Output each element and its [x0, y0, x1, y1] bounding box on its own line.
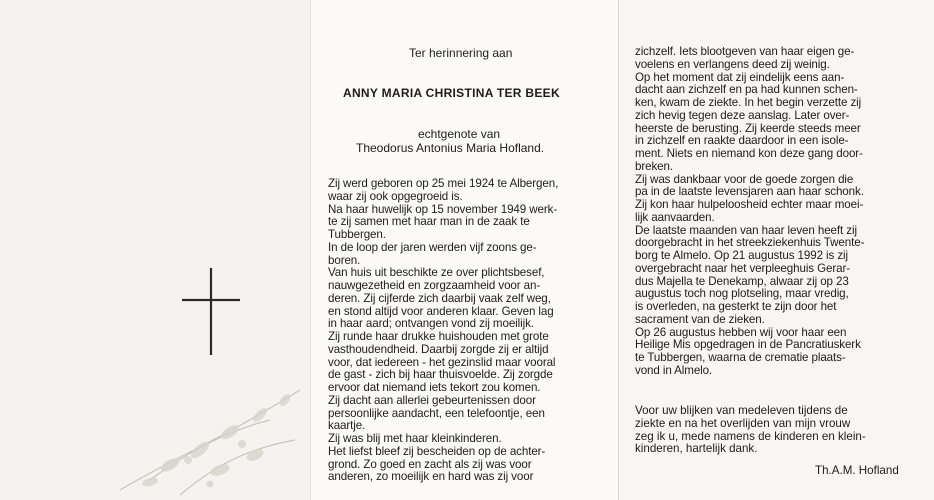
text-line: doorgebracht in het streekziekenhuis Twente- [635, 236, 865, 250]
text-line: Tubbergen. [328, 228, 386, 241]
text-line: Zij werd geboren op 25 mei 1924 te Albergen, [328, 177, 559, 190]
text-line: sacrament van de zieken. [635, 312, 765, 326]
thank-you-note [635, 405, 919, 456]
text-line: vasthoudendheid. Daarbij zorgde zij er altijd [328, 342, 549, 356]
text-line: heerste de berusting. Zij keerde steeds meer [635, 121, 861, 135]
text-line: nauwgezetheid en zorgzaamheid voor an- [328, 279, 541, 292]
text-line: in zichzelf en raakte daardoor in een isole- [635, 134, 849, 148]
text-line: voor, dat iedereen - het gezinslid maar vooral [328, 355, 556, 369]
text-line: In de loop der jaren werden vijf zoons ge- [328, 240, 537, 254]
text-line: Zij was blij met haar kleinkinderen. [328, 432, 502, 445]
text-line: Zij was dankbaar voor de goede zorgen die [635, 172, 854, 186]
biography-text [328, 178, 612, 484]
deceased-name: ANNY MARIA CHRISTINA TER BEEK [343, 86, 560, 100]
text-line: vond in Almelo. [635, 363, 713, 377]
text-line: kinderen, hartelijk dank. [635, 442, 758, 456]
text-line: waar zij ook opgegroeid is. [328, 189, 463, 203]
text-line: de gast - zich bij haar thuisvoelde. Zij zorgde [328, 368, 553, 382]
text-line: persoonlijke aandacht, een telefoontje, een [328, 406, 545, 420]
front-panel [0, 0, 310, 500]
biography-continued-text [635, 46, 919, 378]
text-line: boren. [328, 253, 361, 267]
text-line: kaartje. [328, 419, 366, 433]
text-line: Voor uw blijken van medeleven tijdens de [635, 404, 848, 417]
text-line: Na haar huwelijk op 15 november 1949 werk- [328, 202, 558, 216]
text-line: in haar aard; ontvangen vond zij moeilijk. [328, 317, 534, 331]
middle-panel [310, 0, 618, 500]
text-line: zichzelf. Iets blootgeven van haar eigen ge- [635, 45, 855, 58]
text-line: te zij samen met haar man in de zaak te [328, 215, 530, 229]
text-line: augustus toch nog plotseling, maar vredig, [635, 287, 849, 301]
text-line: Van huis uit beschikte ze over plichtsbesef, [328, 266, 545, 280]
text-line: anderen, zo moeilijk en hard was zij voor [328, 470, 534, 484]
text-line: Op het moment dat zij eindelijk eens aan- [635, 70, 845, 84]
text-line: is overleden, na gesterkt te zijn door het [635, 300, 837, 313]
remembrance-heading: Ter herinnering aan [409, 46, 513, 60]
text-line: Zij kon haar hulpeloosheid echter maar moei- [635, 198, 864, 211]
flower-decoration-icon [110, 360, 310, 500]
text-line: dus Majella te Denekamp, alwaar zij op 23 [635, 274, 849, 288]
text-line: Op 26 augustus hebben wij voor haar een [635, 325, 847, 339]
text-line: ment. Niets en niemand kon deze gang door- [635, 147, 863, 160]
text-line: grond. Zo goed en zacht als zij was voor [328, 457, 532, 471]
text-line: Het liefst bleef zij bescheiden op de achter- [328, 444, 546, 458]
text-line: ken, kwam de ziekte. In het begin verzette zij [635, 96, 862, 109]
text-line: zeg ik u, mede namens de kinderen en klein- [635, 429, 866, 443]
text-line: borg te Almelo. Op 21 augustus 1992 is zij [635, 249, 848, 262]
text-line: te Tubbergen, waarna de crematie plaats- [635, 351, 846, 364]
text-line: Zij runde haar drukke huishouden met grote [328, 330, 549, 343]
right-panel [618, 0, 934, 500]
text-line: breken. [635, 159, 673, 173]
text-line: voelens en verlangens deed zij weinig. [635, 57, 830, 71]
text-line: dacht aan zichzelf en pa had kunnen schen- [635, 83, 858, 97]
text-line: zich hevig tegen deze aanslag. Later over- [635, 108, 850, 122]
spouse-label: echtgenote van [418, 127, 501, 141]
spouse-name: Theodorus Antonius Maria Hofland. [356, 141, 545, 155]
text-line: overgebracht naar het verpleeghuis Gerar- [635, 261, 851, 275]
text-line: Heilige Mis opgedragen in de Pancratiuskerk [635, 338, 861, 352]
signature: Th.A.M. Hofland [815, 464, 899, 477]
text-line: Zij dacht aan allerlei gebeurtenissen door [328, 393, 536, 407]
text-line: en stond altijd voor anderen klaar. Geven lag [328, 304, 554, 318]
text-line: De laatste maanden van haar leven heeft zij [635, 223, 857, 237]
text-line: ziekte en na het overlijden van mijn vrouw [635, 416, 851, 430]
text-line: ervoor dat niemand iets tekort zou komen. [328, 381, 541, 394]
text-line: pa in de laatste levensjaren aan haar schonk. [635, 185, 864, 199]
text-line: deren. Zij cijferde zich daarbij vaak zelf weg, [328, 291, 551, 305]
text-line: lijk aanvaarden. [635, 210, 715, 224]
